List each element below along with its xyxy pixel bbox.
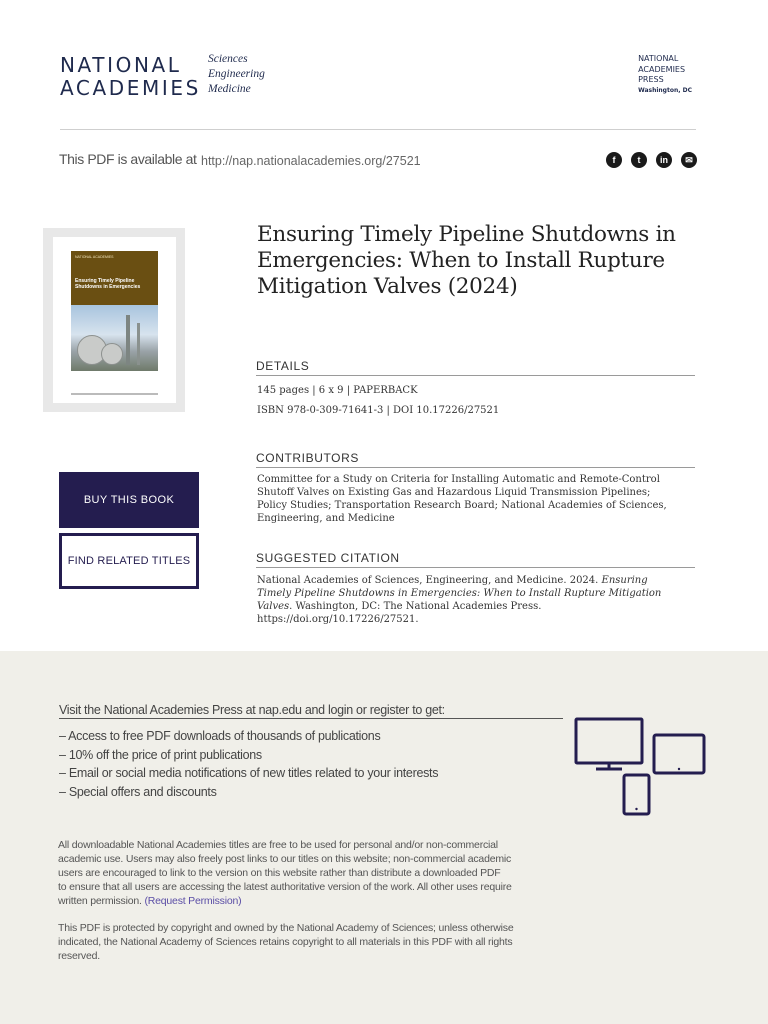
citation-heading: SUGGESTED CITATION: [256, 551, 400, 565]
linkedin-icon[interactable]: in: [656, 152, 672, 168]
find-related-titles-label: FIND RELATED TITLES: [67, 555, 191, 567]
cover-publisher: NATIONAL ACADEMIES: [75, 255, 114, 259]
list-item: – Email or social media notifications of new titles related to your interests: [59, 766, 439, 780]
contributors-text: [257, 473, 667, 525]
usage-terms-line: users are encouraged to link to the version on this website rather than distribute a downloaded PDF: [58, 867, 501, 879]
citation-doi[interactable]: https://doi.org/10.17226/27521.: [257, 614, 419, 625]
contributors-heading: CONTRIBUTORS: [256, 451, 359, 465]
citation-divider: [256, 567, 695, 568]
pipe-tower: [126, 315, 130, 365]
usage-terms-line: academic use. Users may also freely post links to our titles on this website; non-commercial academic: [58, 853, 512, 865]
citation-title-part: Valves: [257, 601, 290, 612]
usage-terms-last: written permission.: [58, 895, 145, 907]
logo-line-1: NATIONAL: [60, 53, 182, 77]
cover-title: Ensuring Timely Pipeline Shutdowns in Emergencies: [75, 278, 141, 290]
promo-visit-text: Visit the National Academies Press at nap.edu and login or register to get:: [59, 703, 445, 717]
copyright-line: indicated, the National Academy of Sciences retains copyright to all materials in this PDF with all rights: [58, 936, 513, 948]
usage-terms-line: [58, 894, 568, 908]
press-line-4: Washington, DC: [638, 86, 692, 94]
copyright-line: reserved.: [58, 950, 100, 962]
details-divider: [256, 375, 695, 376]
citation-title-part: Ensuring: [601, 575, 648, 586]
press-line-2: ACADEMIES: [638, 64, 686, 74]
contributors-line: Committee for a Study on Criteria for Installing Automatic and Remote-Control: [257, 474, 660, 485]
citation-authors: National Academies of Sciences, Engineering, and Medicine. 2024.: [257, 575, 602, 586]
logo-sub-sciences: Sciences: [208, 53, 248, 65]
details-heading: DETAILS: [256, 359, 310, 373]
cover-title-band: [71, 251, 158, 305]
usage-terms: [58, 838, 568, 908]
list-item: – 10% off the price of print publications: [59, 747, 262, 762]
national-academies-logo[interactable]: [60, 54, 201, 100]
copyright-line: This PDF is protected by copyright and owned by the National Academy of Sciences; unless otherwise: [58, 922, 514, 934]
book-title: Ensuring Timely Pipeline Shutdowns in Emergencies: When to Install Rupture Mitigation Valves (2024): [257, 222, 676, 299]
request-permission-link[interactable]: (Request Permission): [144, 895, 242, 907]
header: [60, 50, 696, 100]
book-cover-frame[interactable]: [43, 228, 185, 412]
pipe-shape: [101, 343, 123, 365]
citation-line: [257, 574, 661, 587]
contributors-divider: [256, 467, 695, 468]
nap-logo[interactable]: [638, 54, 692, 96]
pipe-tower: [137, 323, 140, 365]
header-divider: [60, 129, 696, 130]
find-related-titles-button[interactable]: [59, 533, 199, 589]
availability-url[interactable]: http://nap.nationalacademies.org/27521: [201, 154, 421, 168]
email-icon[interactable]: ✉: [681, 152, 697, 168]
details-pages: 145 pages | 6 x 9 | PAPERBACK: [257, 385, 418, 396]
usage-terms-line: All downloadable National Academies titles are free to be used for personal and/or non-commercial: [58, 839, 498, 851]
copyright-notice: [58, 921, 568, 963]
logo-sub-medicine: Medicine: [208, 83, 251, 95]
book-cover: [53, 237, 176, 403]
list-item: – Access to free PDF downloads of thousands of publications: [59, 729, 381, 743]
social-share-bar: [606, 152, 697, 168]
contributors-line: Shutoff Valves on Existing Gas and Hazardous Liquid Transmission Pipelines;: [257, 487, 651, 498]
citation-publisher: . Washington, DC: The National Academies Press.: [289, 601, 542, 612]
logo-sub-engineering: Engineering: [208, 68, 265, 80]
contributors-line: Policy Studies; Transportation Research Board; National Academies of Sciences,: [257, 500, 667, 511]
cover-footer-band: [71, 393, 158, 395]
citation-line: [257, 600, 661, 613]
citation-title-part: Timely Pipeline Shutdowns in Emergencies: When to Install Rupture Mitigation: [257, 588, 662, 599]
list-item: – Special offers and discounts: [59, 784, 217, 799]
twitter-icon[interactable]: t: [631, 152, 647, 168]
logo-subtitle: [208, 52, 265, 97]
press-line-3: PRESS: [638, 75, 664, 84]
details-isbn-doi: ISBN 978-0-309-71641-3 | DOI 10.17226/27521: [257, 405, 500, 416]
press-line-1: NATIONAL: [638, 54, 679, 63]
contributors-line: Engineering, and Medicine: [257, 513, 395, 524]
facebook-icon[interactable]: f: [606, 152, 622, 168]
promo-benefits-list: [59, 727, 438, 801]
citation-text: [257, 574, 661, 626]
availability-label: This PDF is available at: [59, 151, 197, 167]
buy-this-book-button[interactable]: BUY THIS BOOK: [59, 472, 199, 528]
citation-line: [257, 587, 661, 600]
logo-line-2: ACADEMIES: [60, 76, 201, 100]
usage-terms-line: to ensure that all users are accessing the latest authoritative version of the work. All other uses require: [58, 881, 512, 893]
promo-divider: [59, 718, 563, 719]
cover-photo-pipeline: [71, 305, 158, 371]
devices-icon: [574, 716, 708, 820]
